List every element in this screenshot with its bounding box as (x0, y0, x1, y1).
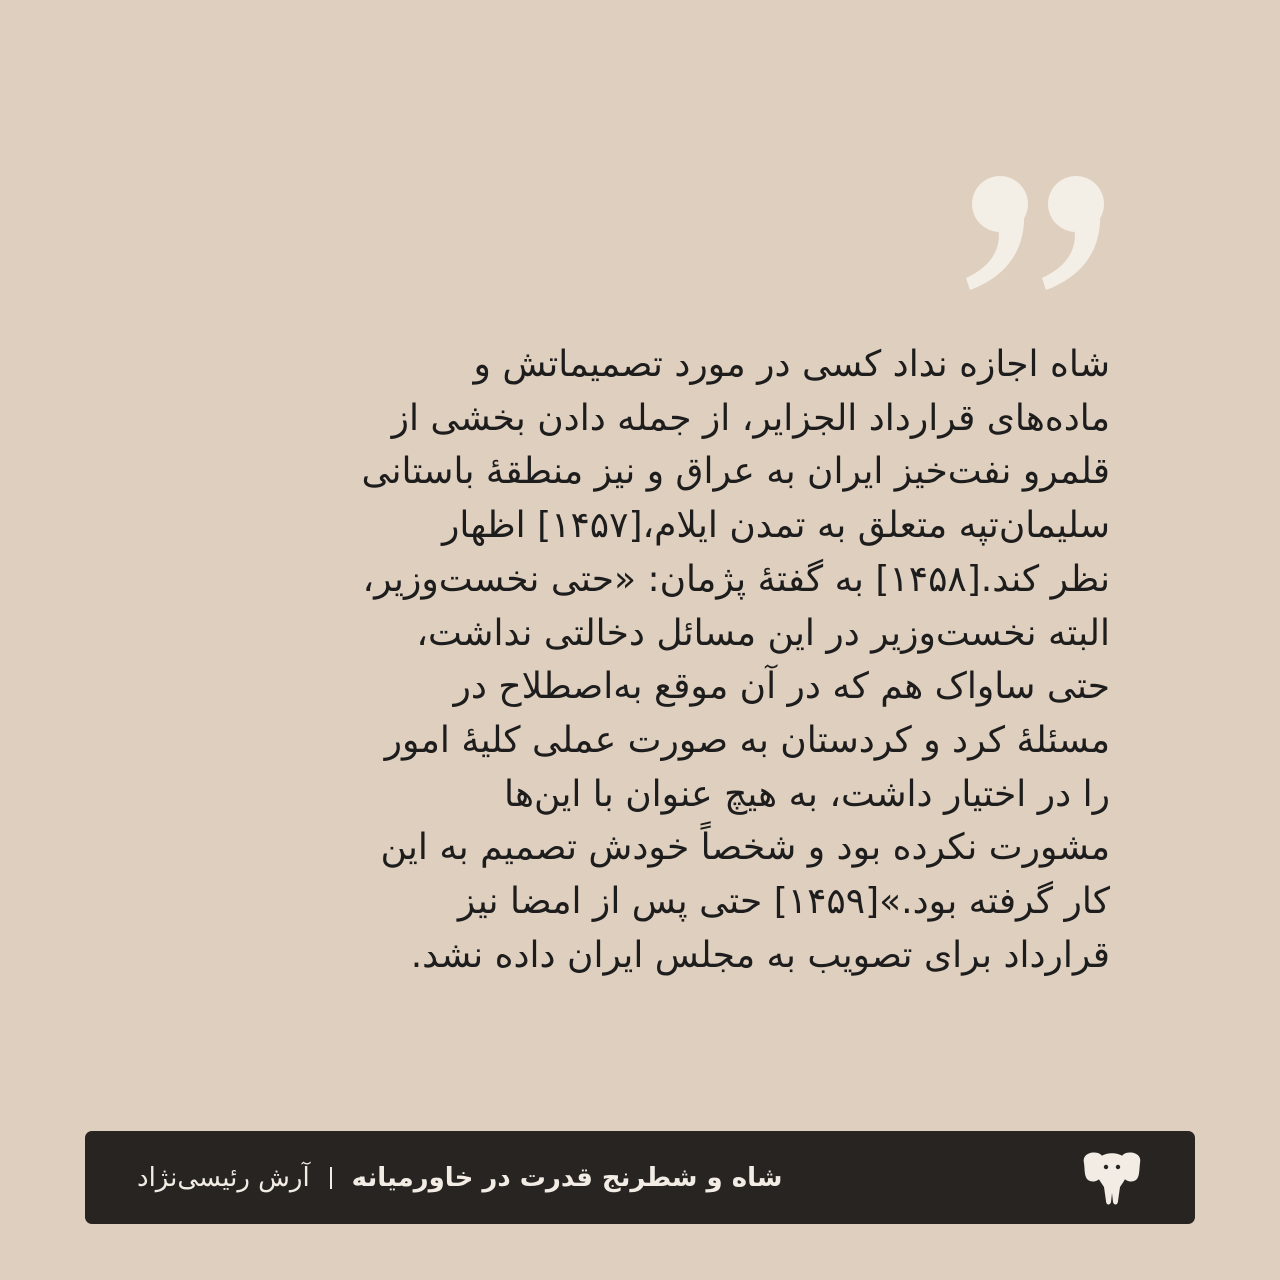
book-title: شاه و شطرنج قدرت در خاورمیانه (351, 1162, 783, 1193)
quote-line: شاه اجازه نداد کسی در مورد تصمیماتش و (473, 344, 1110, 385)
footer-bar (85, 1131, 1195, 1224)
elephant-icon (1080, 1149, 1144, 1207)
quote-line: مسئلهٔ کرد و کردستان به صورت عملی کلیهٔ امور (384, 719, 1110, 761)
author-name: آرش رئیسی‌نژاد (137, 1162, 310, 1193)
quote-line: قرارداد برای تصویب به مجلس ایران داده نشد. (410, 934, 1110, 976)
quote-line: سلیمان‌تپه متعلق به تمدن ایلام،[۱۴۵۷] اظهار (442, 505, 1110, 547)
book-credit (137, 1131, 937, 1224)
quote-line: ماده‌های قرارداد الجزایر، از جمله دادن بخشی از (391, 397, 1110, 439)
quote-mark-icon (958, 168, 1118, 298)
quote-text (150, 338, 1110, 982)
quote-line: را در اختیار داشت، به هیچ عنوان با این‌ها (503, 773, 1110, 815)
quote-line: حتی ساواک هم که در آن موقع به‌اصطلاح در (453, 666, 1110, 708)
quote-line: قلمرو نفت‌خیز ایران به عراق و نیز منطقهٔ باستانی (361, 451, 1110, 493)
quote-line: نظر کند.[۱۴۵۸] به گفتهٔ پژمان: «حتی نخست‌وزیر، (362, 558, 1110, 600)
quote-line: کار گرفته بود.»[۱۴۵۹] حتی پس از امضا نیز (457, 881, 1110, 923)
quote-line: مشورت نکرده بود و شخصاً خودش تصمیم به این (380, 827, 1110, 869)
quote-line: البته نخست‌وزیر در این مسائل دخالتی نداشت، (416, 612, 1110, 654)
separator (330, 1167, 332, 1189)
